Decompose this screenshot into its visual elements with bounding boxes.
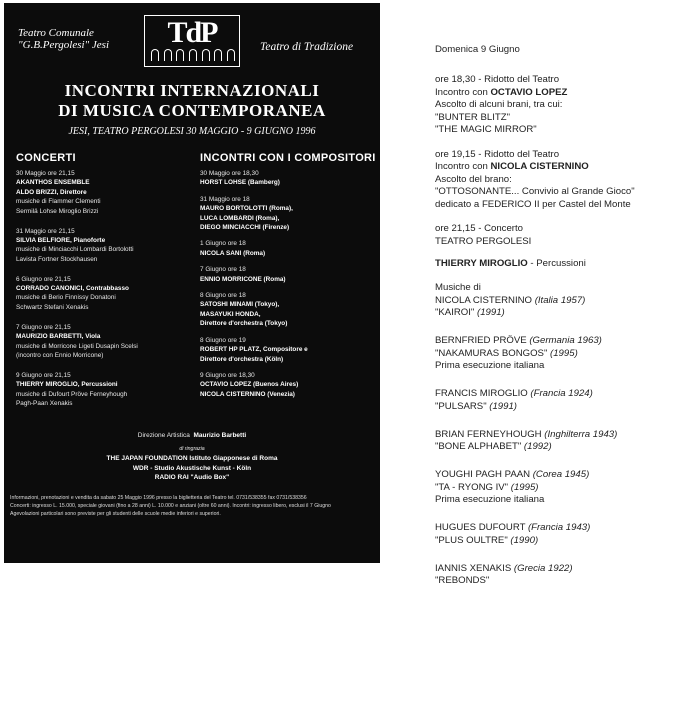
composer-line: BERNFRIED PRÖVE (Germania 1963) [435, 335, 602, 346]
event-block [200, 169, 375, 188]
program-line: ore 19,15 - Ridotto del Teatro [435, 148, 560, 160]
event-block [16, 169, 191, 216]
event-line: ENNIO MORRICONE (Roma) [200, 275, 286, 283]
event-line: ALDO BRIZZI, Direttore [16, 188, 87, 196]
poster-footer [10, 494, 376, 518]
direction-label: Direzione Artistica [137, 432, 190, 439]
program-line: TEATRO PERGOLESI [435, 235, 532, 247]
event-line: NICOLA SANI (Roma) [200, 249, 266, 257]
program-line: "THE MAGIC MIRROR" [435, 124, 537, 135]
event-line: 31 Maggio ore 21,15 [16, 227, 75, 235]
event-line: musiche di Berio Finnissy Donatoni [16, 294, 116, 302]
music-label: Musiche di [435, 282, 481, 293]
composer-line: IANNIS XENAKIS (Grecia 1922) [435, 562, 573, 574]
event-line: DIEGO MINCIACCHI (Firenze) [200, 224, 290, 232]
event-block [200, 371, 375, 399]
event-line: 30 Maggio ore 18,30 [200, 170, 259, 177]
event-block [16, 275, 191, 313]
performer-line [435, 258, 690, 271]
work-year: (1995) [550, 347, 578, 359]
sponsor-line: WDR - Studio Akustische Kunst - Köln [132, 464, 252, 472]
event-block [200, 336, 375, 364]
direction-name: Maurizio Barbetti [193, 432, 247, 439]
theatre-tradition: Teatro di Tradizione [260, 41, 354, 53]
event-line: 9 Giugno ore 21,15 [16, 371, 71, 379]
event-line: Pagh-Paan Xenakis [16, 400, 73, 408]
program-line: dedicato a FEDERICO II per Castel del Monte [435, 198, 631, 210]
work-title: "NAKAMURAS BONGOS" (1995) [435, 347, 578, 359]
event-line: MAURIZIO BARBETTI, Viola [16, 333, 101, 341]
event-line: musiche di Minciacchi Lombardi Bortolotti [16, 246, 134, 254]
event-line: MASAYUKI HONDA, [200, 310, 261, 318]
event-line: Direttore d'orchestra (Tokyo) [200, 320, 288, 328]
event-line: Schwartz Stefani Xenakis [16, 303, 89, 311]
program-line: ore 21,15 - Concerto [435, 223, 523, 234]
event-line: 7 Giugno ore 21,15 [16, 323, 71, 331]
program-line: "BUNTER BLITZ" [435, 111, 511, 123]
event-line: 31 Maggio ore 18 [200, 195, 250, 203]
program-date: Domenica 9 Giugno [435, 44, 520, 55]
event-block [16, 323, 191, 361]
event-line: musiche di Morricone Ligeti Dusapin Scelsi [16, 342, 138, 350]
program-guest: OCTAVIO LOPEZ [490, 86, 568, 98]
sponsors [4, 454, 380, 483]
event-line: THIERRY MIROGLIO, Percussioni [16, 381, 118, 389]
logo-arches-icon [151, 49, 235, 61]
concert-poster [4, 3, 380, 563]
program-line: ore 18,30 - Ridotto del Teatro [435, 74, 560, 85]
composer-line: HUGUES DUFOURT (Francia 1943) [435, 522, 591, 533]
event-line: Lavista Fortner Stockhausen [16, 255, 98, 263]
event-line: AKANTHOS ENSEMBLE [16, 179, 90, 187]
poster-title-line: DI MUSICA CONTEMPORANEA [58, 101, 326, 120]
composer-origin: (Germania 1963) [529, 335, 602, 346]
meetings-list [200, 169, 375, 406]
footer-line: Agevolazioni particolari sono previste per gli studenti delle scuole medie inferiori e superiori. [10, 511, 221, 517]
sponsor-line: RADIO RAI "Audio Box" [154, 474, 230, 481]
event-line: 8 Giugno ore 19 [200, 336, 246, 344]
composer-origin: (Inghilterra 1943) [544, 428, 618, 440]
concerts-heading: CONCERTI [16, 152, 76, 164]
event-line: NICOLA CISTERNINO (Venezia) [200, 390, 295, 398]
work-title: "BONE ALPHABET" (1992) [435, 441, 552, 452]
meetings-heading: INCONTRI CON I COMPOSITORI [200, 152, 376, 164]
event-line: musiche di Flammer Clementi [16, 198, 101, 206]
poster-title-line: INCONTRI INTERNAZIONALI [64, 81, 320, 100]
event-line: MAURO BORTOLOTTI (Roma), [200, 205, 293, 213]
theatre-name [18, 27, 109, 51]
work-year: (1991) [489, 400, 517, 412]
event-block [200, 195, 375, 233]
premiere-note: Prima esecuzione italiana [435, 360, 545, 371]
composer-line: BRIAN FERNEYHOUGH (Inghilterra 1943) [435, 428, 618, 440]
event-line: 9 Giugno ore 18,30 [200, 371, 255, 379]
program-line: "OTTOSONANTE... Convivio al Grande Gioco" [435, 186, 635, 197]
work-year: (1990) [510, 534, 539, 546]
event-line: SILVIA BELFIORE, Pianoforte [16, 236, 106, 244]
composer-line: YOUGHI PAGH PAAN (Corea 1945) [435, 469, 590, 480]
event-line: HORST LOHSE (Bamberg) [200, 179, 280, 187]
program-line: Incontro con OCTAVIO LOPEZ [435, 86, 568, 98]
composer-origin: (Corea 1945) [532, 469, 590, 480]
composer-origin: (Francia 1943) [527, 522, 591, 533]
event-line: 7 Giugno ore 18 [200, 266, 246, 274]
event-block [16, 227, 191, 265]
event-block [200, 239, 375, 258]
sponsor-line: THE JAPAN FOUNDATION Istituto Giapponese di Roma [106, 455, 278, 462]
thanks-label: di ringrazia [179, 446, 205, 452]
program-line: Incontro con NICOLA CISTERNINO [435, 161, 589, 172]
event-line: ROBERT HP PLATZ, Compositore e [200, 346, 308, 354]
event-block [200, 265, 375, 284]
composer-origin: (Italia 1957) [534, 294, 586, 306]
composer-origin: (Francia 1924) [530, 388, 593, 399]
artistic-direction [4, 431, 380, 441]
concerts-list [16, 169, 191, 419]
work-year: (1995) [510, 481, 539, 493]
composer-line: FRANCIS MIROGLIO (Francia 1924) [435, 388, 593, 399]
event-line: SATOSHI MINAMI (Tokyo), [200, 301, 280, 309]
event-line: Sermilä Lohse Miroglio Brizzi [16, 207, 99, 215]
logo-letters: TdP [167, 16, 217, 49]
event-block [200, 291, 375, 329]
program-line: Ascolto di alcuni brani, tra cui: [435, 99, 563, 110]
theatre-name-line: Teatro Comunale [18, 27, 94, 39]
event-line: 6 Giugno ore 21,15 [16, 275, 71, 283]
work-title: "REBONDS" [435, 575, 490, 586]
work-year: (1991) [477, 307, 505, 318]
event-line: 8 Giugno ore 18 [200, 292, 246, 300]
program-guest: NICOLA CISTERNINO [490, 161, 589, 172]
event-line: 1 Giugno ore 18 [200, 240, 246, 248]
program-line: Ascolto del brano: [435, 173, 512, 185]
event-line: Direttore d'orchestra (Köln) [200, 355, 284, 363]
work-title: "KAIROI" (1991) [435, 307, 505, 318]
event-line: OCTAVIO LOPEZ (Buenos Aires) [200, 381, 299, 389]
work-title: "PULSARS" (1991) [435, 400, 517, 412]
event-line: (incontro con Ennio Morricone) [16, 352, 104, 359]
event-line: LUCA LOMBARDI (Roma), [200, 214, 280, 222]
poster-title [4, 81, 380, 121]
theatre-logo [144, 15, 240, 67]
event-line: musiche di Dufourt Pröve Ferneyhough [16, 390, 128, 398]
performer-name: THIERRY MIROGLIO [435, 258, 528, 269]
performer-role: - Percussioni [527, 258, 586, 269]
work-year: (1992) [523, 441, 552, 452]
footer-line: Concerti: ingresso L. 15.000, speciale giovani (fino a 28 anni) L. 10.000 e anziani (oltre 60 anni). Incontri: ingresso libero, esclusi il 7 Giugno [10, 503, 331, 509]
composer-origin: (Grecia 1922) [513, 562, 573, 574]
event-line: CORRADO CANONICI, Contrabbasso [16, 285, 129, 293]
event-line: 30 Maggio ore 21,15 [16, 170, 75, 177]
work-title: "TA - RYONG IV" (1995) [435, 481, 539, 493]
work-title: "PLUS OULTRE" (1990) [435, 534, 539, 546]
composer-line: NICOLA CISTERNINO (Italia 1957) [435, 294, 586, 306]
event-block [16, 371, 191, 409]
premiere-note: Prima esecuzione italiana [435, 494, 545, 505]
footer-line: Informazioni, prenotazioni e vendita da sabato 25 Maggio 1996 presso la biglietteria del Teatro tel. 0731/538355 fax 0731/538356 [10, 495, 307, 501]
theatre-name-line: "G.B.Pergolesi" Jesi [18, 39, 110, 51]
poster-subtitle: JESI, TEATRO PERGOLESI 30 MAGGIO - 9 GIUGNO 1996 [68, 126, 316, 137]
